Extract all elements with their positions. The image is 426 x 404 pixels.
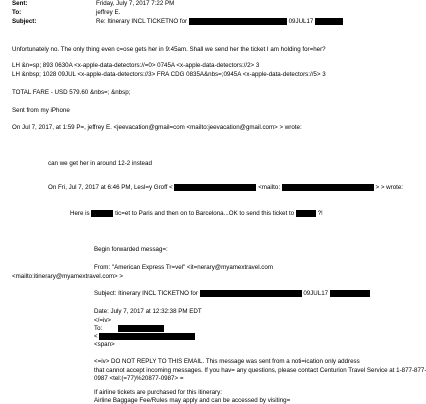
subject-label: Subject:: [12, 18, 37, 25]
redaction-block: [282, 184, 374, 191]
begin-forwarded-line: Begin forwarded messag=:: [94, 246, 168, 253]
sent-from-line: Sent from my iPhone: [12, 107, 70, 114]
here-is-part-b: tic=et to Paris and then on to Barcelona...OK to send this ticket to: [115, 210, 295, 218]
lt-symbol: <: [94, 333, 98, 341]
forwarded-subject-code: 09JUL17: [303, 290, 329, 298]
mailto-line: <mailto:itinerary@myamextravel.com> >: [12, 273, 123, 280]
forwarded-to-label: To:: [94, 325, 103, 333]
redaction-block: [315, 18, 343, 25]
redaction-block: [99, 333, 195, 340]
redaction-block: [200, 290, 302, 297]
subject-prefix: Re: Itinerary INCL TICKETNO for: [96, 18, 188, 26]
on-jul7-line: On Jul 7, 2017, at 1:59 P=, jeffrey E. <jeevacation@gmail=com <mailto:jeevacation@gmail.com> > wrote:: [12, 124, 302, 131]
here-is-line: [70, 210, 323, 218]
here-is-part-a: Here is: [70, 210, 90, 218]
redaction-block: [91, 210, 113, 217]
sent-label: Sent:: [12, 0, 28, 7]
here-is-part-c: ?!: [317, 210, 323, 218]
to-value: jeffrey E.: [96, 9, 121, 16]
total-fare-line: TOTAL FARE - USD 579.60 &nbs=; &nbsp;: [12, 89, 131, 96]
forwarded-subject-prefix: Subject: Itinerary INCL TICKETNO for: [94, 290, 198, 298]
baggage-line: Airline Baggage Fee/Rules may apply and can be accessed by visiting=: [94, 397, 291, 404]
subject-code: 09JUL17: [288, 18, 314, 26]
notice-line-1: <=iv> DO NOT REPLY TO THIS EMAIL. This message was sent from a noti=ication only address: [94, 358, 360, 365]
on-fri-line: [48, 184, 403, 192]
sent-value: Friday, July 7, 2017 7:22 PM: [96, 0, 175, 7]
redaction-block: [189, 18, 287, 25]
flight-line-2: LH &nbsp; 1028 09JUL <x-apple-data-detectors://3> FRA CDG 0835A&nbs=;0945A <x-apple-data-detectors://5> 3: [12, 71, 326, 78]
airline-tickets-line: If airline tickets are purchased for this itinerary:: [94, 389, 222, 396]
forwarded-subject-line: [94, 290, 370, 298]
subject-value: [96, 18, 343, 26]
redaction-block: [296, 210, 316, 217]
to-label: To:: [12, 9, 22, 16]
on-fri-part-c: > > wrote:: [375, 184, 404, 192]
can-we-line: can we get her in around 12-2 instead: [48, 160, 152, 167]
reply-line: Unfortunately no. The only thing even c=ose gets her in 9:45am. Shall we send her the ticket I am holding for=her?: [12, 46, 326, 53]
on-fri-part-b: <mailto:: [258, 184, 281, 192]
notice-line-2: that cannot accept incoming messages. If you hav= any questions, please contact Centurion Travel Service at 1-877-877-: [94, 367, 426, 374]
notice-line-3: 0987 <tel:(=77)%20877-0987> =: [94, 375, 184, 382]
date-line: Date: July 7, 2017 at 12:32:38 PM EDT: [94, 308, 202, 315]
redaction-block: [174, 184, 256, 191]
from-line: From: "American Express Tr=vel" <it=nerary@myamextravel.com: [94, 264, 273, 271]
flight-line-1: LH &n=sp; 893 0630A <x-apple-data-detectors://=0> 0745A <x-apple-data-detectors://2> 3: [12, 62, 260, 69]
div-close-line: </=iv>: [94, 317, 112, 324]
lt-line: [94, 333, 195, 341]
forwarded-to-line: [94, 325, 164, 333]
span-line: <span>: [94, 341, 115, 348]
redaction-block: [118, 325, 164, 332]
on-fri-part-a: On Fri, Jul 7, 2017 at 6:46 PM, Lesl=y Groff <: [48, 184, 173, 192]
redaction-block: [330, 290, 370, 297]
